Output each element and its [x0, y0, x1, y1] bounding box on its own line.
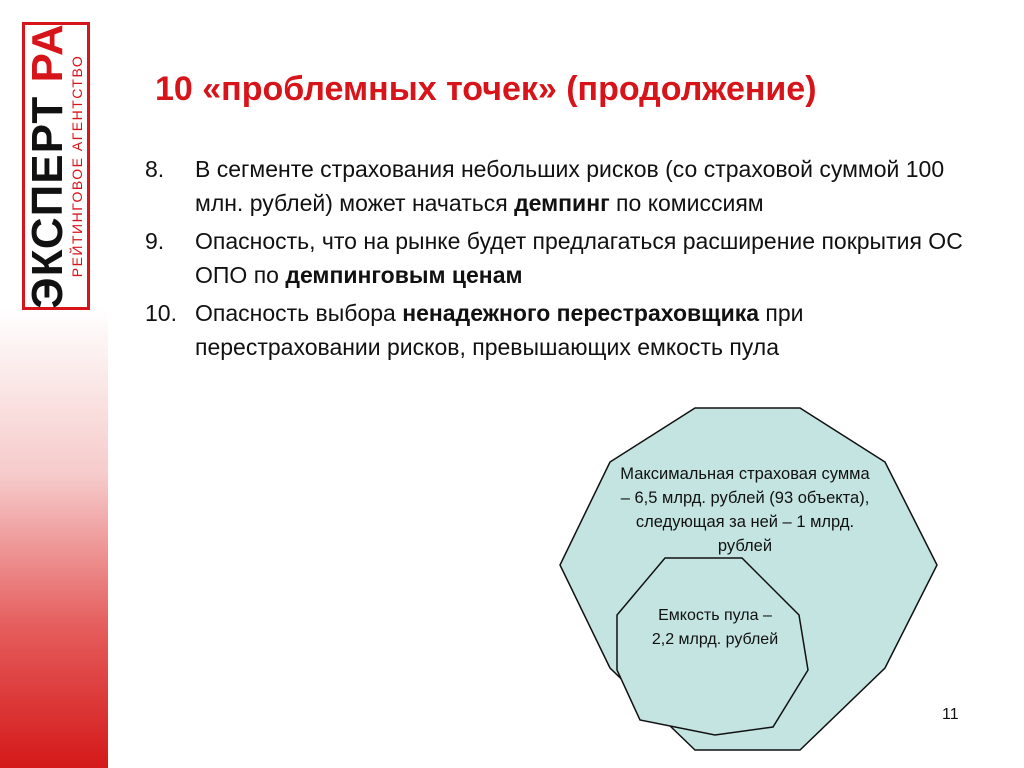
- emphasis-text: ненадежного перестраховщика: [402, 300, 760, 326]
- expert-ra-logo: [22, 22, 90, 310]
- list-item: [145, 296, 985, 364]
- list-item-number: 10.: [145, 300, 177, 326]
- max-sum-label: Максимальная страховая сумма – 6,5 млрд. рублей (93 объекта), следующая за ней – 1 млрд. рублей: [620, 465, 870, 555]
- slide-title: 10 «проблемных точек» (продолжение): [155, 70, 817, 108]
- logo-wordmark: [23, 23, 72, 309]
- list-item-text: В сегменте страхования небольших рисков (со страховой суммой 100 млн. рублей) может начаться демпинг по комиссиям: [195, 156, 945, 216]
- logo-subtitle: РЕЙТИНГОВОЕ АГЕНТСТВО: [69, 54, 85, 278]
- page-number: 11: [942, 706, 959, 723]
- logo-wordmark-prefix: ЭКСПЕРТ: [23, 82, 72, 309]
- emphasis-text: демпинг: [514, 190, 610, 216]
- list-item-text: Опасность выбора ненадежного перестраховщика при перестраховании рисков, превышающих емкость пула: [195, 300, 804, 360]
- problem-list: [145, 152, 985, 368]
- capacity-diagram: [555, 405, 945, 755]
- list-item-text: Опасность, что на рынке будет предлагаться расширение покрытия ОС ОПО по демпинговым ценам: [195, 228, 963, 288]
- list-item-number: 8.: [145, 156, 165, 182]
- pool-capacity-label: Емкость пула – 2,2 млрд. рублей: [651, 607, 779, 648]
- list-item: [145, 224, 985, 292]
- logo-wordmark-suffix: РА: [23, 23, 72, 83]
- list-item: [145, 152, 985, 220]
- side-gradient-bar: [0, 0, 108, 768]
- list-item-number: 9.: [145, 228, 165, 254]
- emphasis-text: демпинговым ценам: [285, 262, 523, 288]
